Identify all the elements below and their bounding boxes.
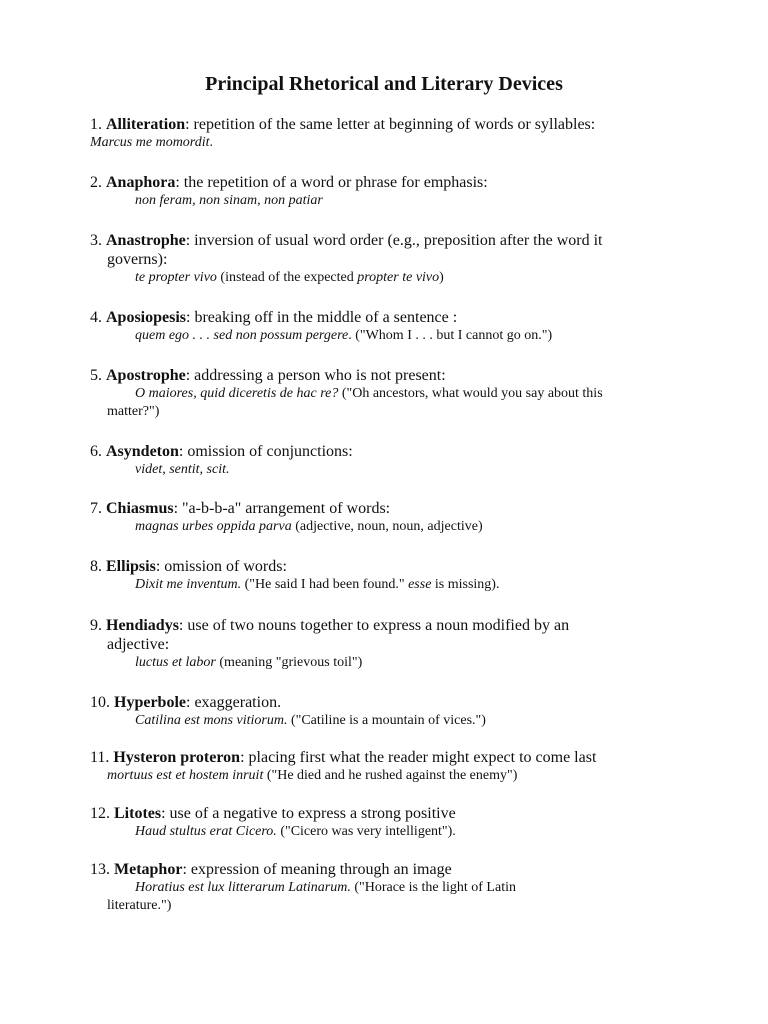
page-title: Principal Rhetorical and Literary Devices <box>205 73 563 95</box>
example-note-end: ) <box>439 270 444 285</box>
list-item-aposiopesis <box>90 308 690 345</box>
example-latin: luctus et labor <box>135 655 216 670</box>
entry-heading <box>90 804 690 823</box>
list-item-hyperbole <box>90 693 690 730</box>
example-latin: Marcus me momordit <box>90 135 210 150</box>
entry-example <box>90 879 690 897</box>
entry-heading <box>90 442 690 461</box>
entry-term: Hendiadys <box>106 617 179 634</box>
entry-example <box>90 518 690 536</box>
entry-example <box>90 654 690 672</box>
example-note: ("He died and he rushed against the enemy") <box>263 768 518 783</box>
example-latin: Horatius est lux litterarum Latinarum. <box>135 880 351 895</box>
entry-heading <box>90 173 690 192</box>
example-note: (meaning "grievous toil") <box>215 655 363 670</box>
entry-example <box>90 576 690 594</box>
entry-definition: : expression of meaning through an image <box>182 861 452 878</box>
example-latin: O maiores, quid diceretis de hac re? <box>135 386 339 401</box>
entry-term: Metaphor <box>114 861 183 878</box>
entry-definition: : use of a negative to express a strong positive <box>161 805 456 822</box>
entry-number: 3. <box>90 232 102 249</box>
entry-number: 13. <box>90 861 110 878</box>
entry-definition: : "a-b-b-a" arrangement of words: <box>173 500 391 517</box>
entry-number: 1. <box>90 116 102 133</box>
entry-term: Hysteron proteron <box>113 749 241 766</box>
entry-term: Anastrophe <box>106 232 186 249</box>
entry-number: 10. <box>90 694 110 711</box>
entry-number: 11. <box>90 749 110 766</box>
example-note: ("Cicero was very intelligent"). <box>276 824 456 839</box>
entry-number: 4. <box>90 309 102 326</box>
entry-heading <box>90 693 690 712</box>
example-latin: magnas urbes oppida parva <box>135 519 292 534</box>
example-latin: mortuus est et hostem inruit <box>107 768 264 783</box>
entry-definition-continued: adjective: <box>107 636 170 653</box>
example-latin: Dixit me inventum. <box>135 577 242 592</box>
example-latin-alt: esse <box>408 577 432 592</box>
entry-definition: : inversion of usual word order (e.g., preposition after the word it <box>185 232 603 249</box>
entry-heading <box>90 366 690 385</box>
entry-example <box>90 461 690 479</box>
example-note-end: is missing). <box>431 577 500 592</box>
entry-heading <box>90 616 690 635</box>
entry-example <box>90 712 690 730</box>
entry-example <box>90 134 690 152</box>
entry-term: Alliteration <box>106 116 186 133</box>
entry-number: 6. <box>90 443 102 460</box>
list-item-litotes <box>90 804 690 841</box>
entry-heading <box>90 748 690 767</box>
entry-heading <box>90 860 690 879</box>
entry-example <box>90 327 690 345</box>
entry-term: Apostrophe <box>106 367 186 384</box>
entry-term: Ellipsis <box>106 558 156 575</box>
entry-heading <box>90 499 690 518</box>
entry-definition-continued: governs): <box>107 251 168 268</box>
entry-term: Asyndeton <box>106 443 179 460</box>
example-note: ("Oh ancestors, what would you say about this <box>338 386 603 401</box>
example-note: . <box>209 135 214 150</box>
entry-definition: : use of two nouns together to express a noun modified by an <box>178 617 570 634</box>
entry-example-continued: matter?") <box>107 404 160 419</box>
entry-definition: : exaggeration. <box>186 694 282 711</box>
entry-definition: : the repetition of a word or phrase for emphasis: <box>175 174 488 191</box>
example-note: (instead of the expected <box>216 270 358 285</box>
entry-definition: : repetition of the same letter at beginning of words or syllables: <box>185 116 596 133</box>
entry-heading <box>90 308 690 327</box>
example-latin: videt, sentit, scit. <box>135 462 230 477</box>
list-item-chiasmus <box>90 499 690 536</box>
example-note: . ("Whom I . . . but I cannot go on.") <box>348 328 553 343</box>
entry-example <box>90 269 690 287</box>
list-item-anaphora <box>90 173 690 210</box>
example-note: ("Catiline is a mountain of vices.") <box>287 713 486 728</box>
example-note: ("He said I had been found." <box>241 577 409 592</box>
list-item-hysteron-proteron <box>90 748 690 785</box>
list-item-asyndeton <box>90 442 690 479</box>
entry-definition: : addressing a person who is not present: <box>185 367 446 384</box>
example-latin: te propter vivo <box>135 270 217 285</box>
entry-number: 5. <box>90 367 102 384</box>
entry-number: 8. <box>90 558 102 575</box>
entry-example <box>90 385 690 403</box>
entry-example <box>90 192 690 210</box>
example-note: (adjective, noun, noun, adjective) <box>291 519 483 534</box>
entry-example-continued: literature.") <box>107 898 172 913</box>
list-item-anastrophe <box>90 231 690 287</box>
entry-number: 2. <box>90 174 102 191</box>
entry-term: Litotes <box>114 805 162 822</box>
entry-heading <box>90 115 690 134</box>
entry-term: Anaphora <box>106 174 176 191</box>
entry-definition: : omission of conjunctions: <box>178 443 353 460</box>
list-item-ellipsis <box>90 557 690 594</box>
list-item-hendiadys <box>90 616 690 672</box>
list-item-apostrophe <box>90 366 690 421</box>
example-latin: Haud stultus erat Cicero. <box>135 824 277 839</box>
list-item-metaphor <box>90 860 690 915</box>
example-latin: quem ego . . . sed non possum pergere <box>135 328 349 343</box>
entry-definition: : breaking off in the middle of a sentence : <box>186 309 458 326</box>
entry-number: 7. <box>90 500 102 517</box>
entry-term: Chiasmus <box>106 500 174 517</box>
entry-definition: : omission of words: <box>155 558 287 575</box>
entry-term: Hyperbole <box>114 694 186 711</box>
entry-number: 9. <box>90 617 102 634</box>
example-latin: non feram, non sinam, non patiar <box>135 193 323 208</box>
list-item-alliteration <box>90 115 690 152</box>
entry-number: 12. <box>90 805 110 822</box>
entry-example <box>90 823 690 841</box>
entry-term: Aposiopesis <box>106 309 187 326</box>
entry-example <box>90 767 690 785</box>
entry-definition: : placing first what the reader might expect to come last <box>240 749 597 766</box>
example-note: ("Horace is the light of Latin <box>350 880 516 895</box>
entry-heading <box>90 557 690 576</box>
example-latin: Catilina est mons vitiorum. <box>135 713 288 728</box>
entry-heading <box>90 231 690 250</box>
example-latin-alt: propter te vivo <box>357 270 440 285</box>
